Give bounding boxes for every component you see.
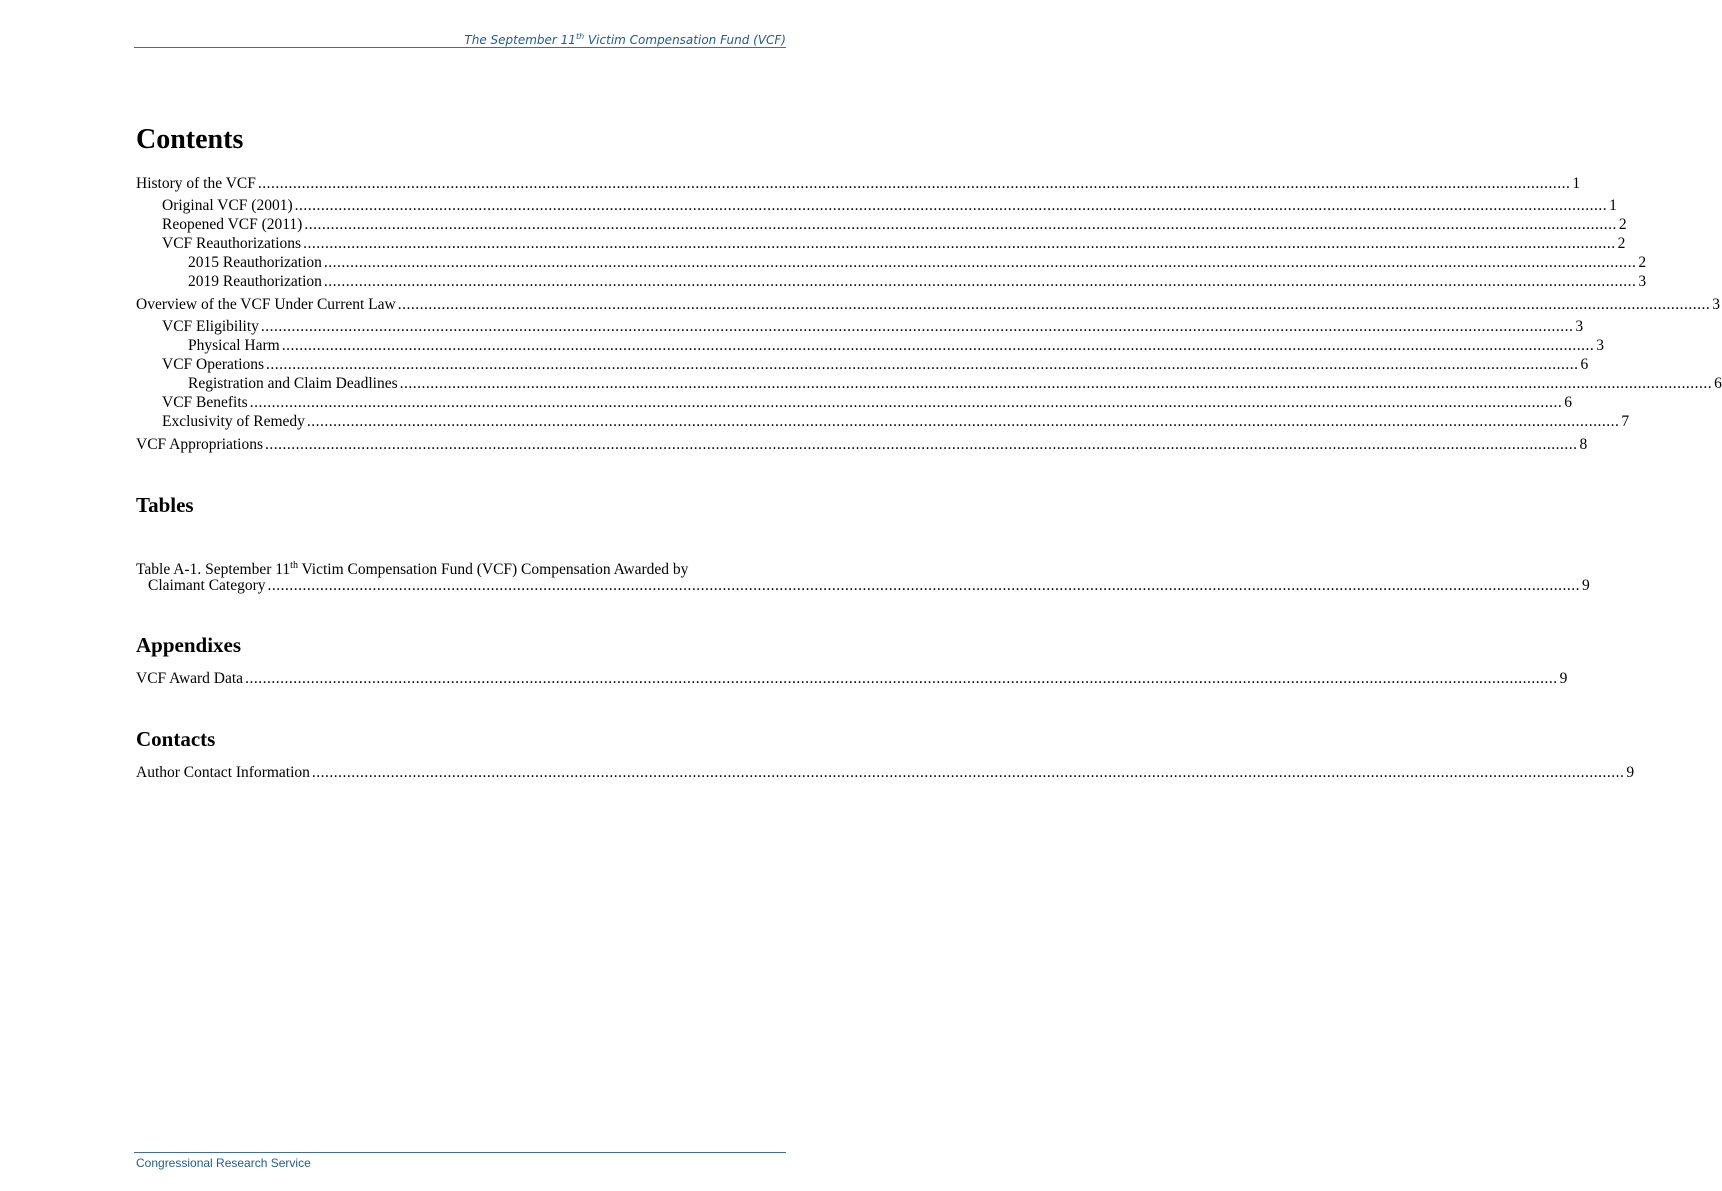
leader-dots: ............................................................................................................................................................................................................................................................................................................ [306, 413, 1620, 430]
toc-entry-history[interactable] [136, 174, 1581, 193]
toc-entry-page: 2 [1617, 235, 1626, 252]
appendixes-heading: Appendixes [136, 633, 242, 657]
toc-entry-page: 3 [1638, 273, 1647, 290]
toc-entry-2015[interactable] [188, 253, 1647, 272]
table-entry-page: 9 [1582, 577, 1590, 594]
table-entry-label-prefix: Table A-1. September 11 [136, 561, 291, 579]
leader-dots: ............................................................................................................................................................................................................................................................................................................ [257, 175, 1571, 192]
toc-entry-label: VCF Benefits [162, 394, 248, 411]
leader-dots: ............................................................................................................................................................................................................................................................................................................ [265, 436, 1578, 453]
toc-entry-page: 1 [1572, 175, 1581, 192]
toc-entry-page: 8 [1579, 436, 1588, 453]
header-title-prefix: The September 11 [464, 33, 576, 47]
contact-entry-label: Author Contact Information [136, 764, 310, 781]
toc-entry-page: 3 [1575, 318, 1584, 335]
contact-entry-author[interactable] [136, 763, 1635, 782]
contacts-heading: Contacts [136, 727, 216, 751]
toc-entry-page: 6 [1580, 356, 1589, 373]
toc-entry-label: VCF Appropriations [136, 436, 264, 453]
toc-entry-page: 1 [1609, 197, 1617, 214]
table-entry-label-sup: th [290, 560, 298, 571]
toc-entry-label: Registration and Claim Deadlines [188, 375, 398, 392]
toc-entry-eligibility[interactable] [162, 317, 1584, 336]
toc-entry-label: History of the VCF [136, 175, 256, 192]
leader-dots: ............................................................................................................................................................................................................................................................................................................ [245, 670, 1558, 687]
toc-entry-operations[interactable] [162, 355, 1589, 374]
table-entry-second-line[interactable] [148, 576, 1590, 595]
toc-entry-label: VCF Eligibility [162, 318, 259, 335]
footer-rule [134, 1152, 786, 1153]
contents-heading: Contents [136, 124, 244, 155]
appendix-entry-label: VCF Award Data [136, 670, 244, 687]
toc-entry-original-vcf[interactable] [162, 196, 1617, 215]
toc-entry-overview[interactable] [136, 295, 1720, 314]
toc-entry-page: 6 [1564, 394, 1572, 411]
toc-entry-page: 6 [1714, 375, 1722, 392]
leader-dots: ............................................................................................................................................................................................................................................................................................................ [323, 254, 1637, 271]
header-rule [134, 47, 786, 48]
toc-entry-label: 2015 Reauthorization [188, 254, 322, 271]
toc-entry-label: VCF Reauthorizations [162, 235, 302, 252]
leader-dots: ............................................................................................................................................................................................................................................................................................................ [249, 394, 1563, 411]
leader-dots: ............................................................................................................................................................................................................................................................................................................ [294, 197, 1608, 214]
toc-entry-benefits[interactable] [162, 393, 1572, 412]
leader-dots: ............................................................................................................................................................................................................................................................................................................ [267, 577, 1581, 594]
toc-entry-page: 7 [1621, 413, 1630, 430]
leader-dots: ............................................................................................................................................................................................................................................................................................................ [399, 375, 1713, 392]
leader-dots: ............................................................................................................................................................................................................................................................................................................ [323, 273, 1637, 290]
appendix-entry-page: 9 [1559, 670, 1568, 687]
appendix-entry-award-data[interactable] [136, 669, 1568, 688]
table-entry-label-suffix: Victim Compensation Fund (VCF) Compensation Awarded by [297, 561, 689, 579]
toc-entry-label: Overview of the VCF Under Current Law [136, 296, 396, 313]
tables-heading: Tables [136, 493, 194, 517]
leader-dots: ............................................................................................................................................................................................................................................................................................................ [266, 356, 1579, 373]
contact-entry-page: 9 [1626, 764, 1635, 781]
toc-entry-exclusivity[interactable] [162, 412, 1630, 431]
toc-entry-page: 2 [1638, 254, 1647, 271]
toc-entry-page: 2 [1618, 216, 1627, 233]
leader-dots: ............................................................................................................................................................................................................................................................................................................ [397, 296, 1711, 313]
toc-entry-reopened-vcf[interactable] [162, 215, 1627, 234]
toc-entry-reauthorizations[interactable] [162, 234, 1626, 253]
toc-entry-label: Exclusivity of Remedy [162, 413, 305, 430]
header-title-suffix: Victim Compensation Fund (VCF) [584, 33, 786, 47]
toc-entry-label: VCF Operations [162, 356, 265, 373]
leader-dots: ............................................................................................................................................................................................................................................................................................................ [304, 216, 1617, 233]
leader-dots: ............................................................................................................................................................................................................................................................................................................ [311, 764, 1625, 781]
toc-entry-deadlines[interactable] [188, 374, 1722, 393]
toc-entry-2019[interactable] [188, 272, 1647, 291]
toc-entry-label: Original VCF (2001) [162, 197, 293, 214]
toc-entry-page: 3 [1596, 337, 1604, 354]
footer-text: Congressional Research Service [136, 1156, 311, 1170]
toc-entry-label: Reopened VCF (2011) [162, 216, 303, 233]
toc-entry-appropriations[interactable] [136, 435, 1588, 454]
leader-dots: ............................................................................................................................................................................................................................................................................................................ [281, 337, 1595, 354]
header-title-sup: th [575, 32, 585, 41]
running-header [134, 32, 786, 47]
leader-dots: ............................................................................................................................................................................................................................................................................................................ [260, 318, 1574, 335]
toc-entry-label: Physical Harm [188, 337, 280, 354]
leader-dots: ............................................................................................................................................................................................................................................................................................................ [303, 235, 1616, 252]
toc-entry-physical-harm[interactable] [188, 336, 1604, 355]
table-entry-label-cont: Claimant Category [148, 577, 266, 594]
toc-entry-label: 2019 Reauthorization [188, 273, 322, 290]
toc-entry-page: 3 [1712, 296, 1720, 313]
